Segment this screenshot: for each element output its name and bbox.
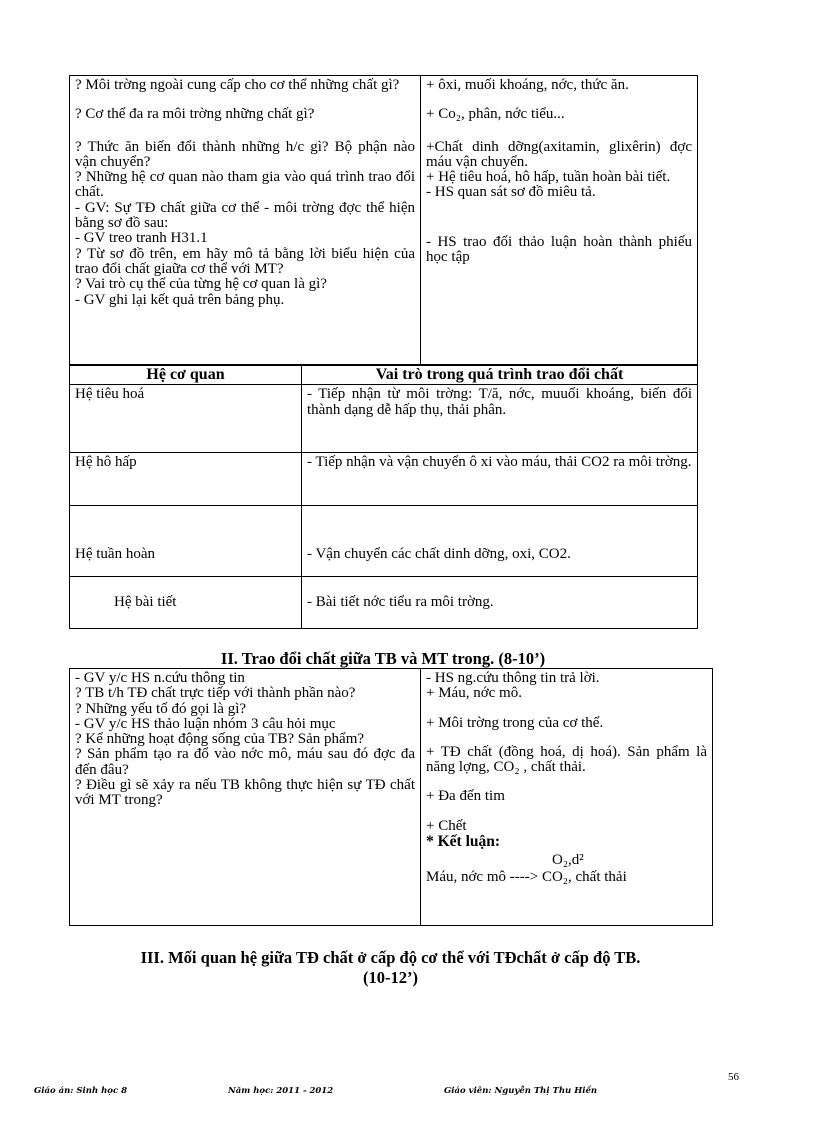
table-row xyxy=(70,385,698,453)
answer-text: + Máu, nớc mô. xyxy=(426,685,522,702)
teacher-column xyxy=(70,669,421,926)
answer-text: +Chất dinh dỡng(axitamin, glixêrin) đợc máu vận chuyển. xyxy=(426,138,692,170)
role-cell: - Tiếp nhận từ môi trờng: T/ă, nớc, muuối khoáng, biến đổi thành dạng dễ hấp thụ, thải phân. xyxy=(302,385,698,453)
question-text: ? Từ sơ đồ trên, em hãy mô tả bằng lời biểu hiện của trao đổi chất giaữa cơ thể với MT? xyxy=(75,245,415,277)
instruction-text: - GV y/c HS n.cứu thông tin xyxy=(75,670,245,686)
instruction-text: - GV treo tranh H31.1 xyxy=(75,230,208,247)
table-row xyxy=(70,76,698,365)
footer-teacher: Giáo viên: Nguyễn Thị Thu Hiền xyxy=(444,1086,598,1096)
question-text: ? Môi trờng ngoài cung cấp cho cơ thể những chất gì? xyxy=(75,77,400,93)
organ-cell: Hệ tiêu hoá xyxy=(70,385,302,453)
answer-text: + Đa đến tim xyxy=(426,788,505,805)
organ-cell: Hệ bài tiết xyxy=(70,577,302,629)
answer-text: + Hệ tiêu hoá, hô hấp, tuần hoàn bài tiết. xyxy=(426,169,671,186)
role-cell: - Tiếp nhận và vận chuyển ô xi vào máu, thải CO2 ra môi trờng. xyxy=(302,453,698,506)
question-text: ? Vai trò cụ thể của từng hệ cơ quan là gì? xyxy=(75,276,327,293)
table-header-row xyxy=(70,366,698,385)
table-row xyxy=(70,506,698,577)
column-header-role: Vai trò trong quá trình trao đổi chất xyxy=(302,366,698,385)
answer-text: - HS trao đổi thảo luận hoàn thành phiếu học tập xyxy=(426,233,692,266)
question-text: ? Cơ thể đa ra môi trờng những chất gì? xyxy=(75,106,315,123)
instruction-text: - GV ghi lại kết quả trên bảng phụ. xyxy=(75,291,285,308)
answer-text: + Chết xyxy=(426,817,467,834)
section-3-heading xyxy=(69,948,712,988)
column-header-organ: Hệ cơ quan xyxy=(70,366,302,385)
footer-lesson-plan: Giáo án: Sinh học 8 xyxy=(34,1086,127,1096)
answer-text: - HS ng.cứu thông tin trả lời. xyxy=(426,670,600,686)
table-row xyxy=(70,669,713,926)
student-column xyxy=(421,669,713,926)
conclusion-label: * Kết luận: xyxy=(426,833,501,851)
page-number: 56 xyxy=(728,1071,739,1083)
instruction-text: - GV: Sự TĐ chất giữa cơ thể - môi trờng đợc thể hiện bằng sơ đồ sau: xyxy=(75,199,415,232)
role-cell: - Bài tiết nớc tiểu ra môi trờng. xyxy=(302,577,698,629)
conclusion-flow: Máu, nớc mô ----> CO₂, chất thải xyxy=(426,869,627,886)
instruction-text: - GV y/c HS thảo luận nhóm 3 câu hỏi mục xyxy=(75,715,336,732)
question-text: ? Những hệ cơ quan nào tham gia vào quá trình trao đổi chất. xyxy=(75,169,415,201)
answer-text: + ôxi, muối khoáng, nớc, thức ăn. xyxy=(426,77,629,93)
answer-text: - HS quan sát sơ đồ miêu tả. xyxy=(426,184,596,201)
role-cell: - Vận chuyển các chất dinh dỡng, oxi, CO2. xyxy=(302,506,698,577)
qa-table-1 xyxy=(69,75,698,365)
table-row xyxy=(70,577,698,629)
arrow-label: O₂,d² xyxy=(552,851,584,868)
section-2-heading: II. Trao đổi chất giữa TB và MT trong. (8-10’) xyxy=(220,649,546,668)
question-text: ? Những yếu tố đó gọi là gì? xyxy=(75,700,247,717)
student-column xyxy=(421,76,698,365)
answer-text: + Co₂, phân, nớc tiểu... xyxy=(426,106,565,123)
question-text: ? Kể những hoạt động sống của TB? Sản phẩm? xyxy=(75,731,365,748)
qa-table-2 xyxy=(69,668,713,926)
organ-cell: Hệ hô hấp xyxy=(70,453,302,506)
answer-text: + TĐ chất (đồng hoá, dị hoá). Sản phẩm là năng lợng, CO₂ , chất thải. xyxy=(426,743,707,776)
organ-role-table xyxy=(69,365,698,629)
section-3-heading-line1: III. Mối quan hệ giữa TĐ chất ở cấp độ cơ thể với TĐchất ở cấp độ TB. xyxy=(140,948,641,967)
footer-school-year: Năm học: 2011 - 2012 xyxy=(228,1086,334,1096)
section-3-heading-line2: (10-12’) xyxy=(363,967,418,987)
table-row xyxy=(70,453,698,506)
question-text: ? Sản phẩm tạo ra đổ vào nớc mô, máu sau đó đợc đa đến đâu? xyxy=(75,746,415,778)
teacher-column xyxy=(70,76,421,365)
organ-cell: Hệ tuần hoàn xyxy=(70,506,302,577)
question-text: ? Thức ăn biến đổi thành những h/c gì? Bộ phận nào vận chuyển? xyxy=(75,138,415,170)
answer-text: + Môi trờng trong của cơ thể. xyxy=(426,714,604,731)
question-text: ? TB t/h TĐ chất trực tiếp với thành phần nào? xyxy=(75,685,356,702)
question-text: ? Điều gì sẽ xảy ra nếu TB không thực hiện sự TĐ chất với MT trong? xyxy=(75,777,415,809)
